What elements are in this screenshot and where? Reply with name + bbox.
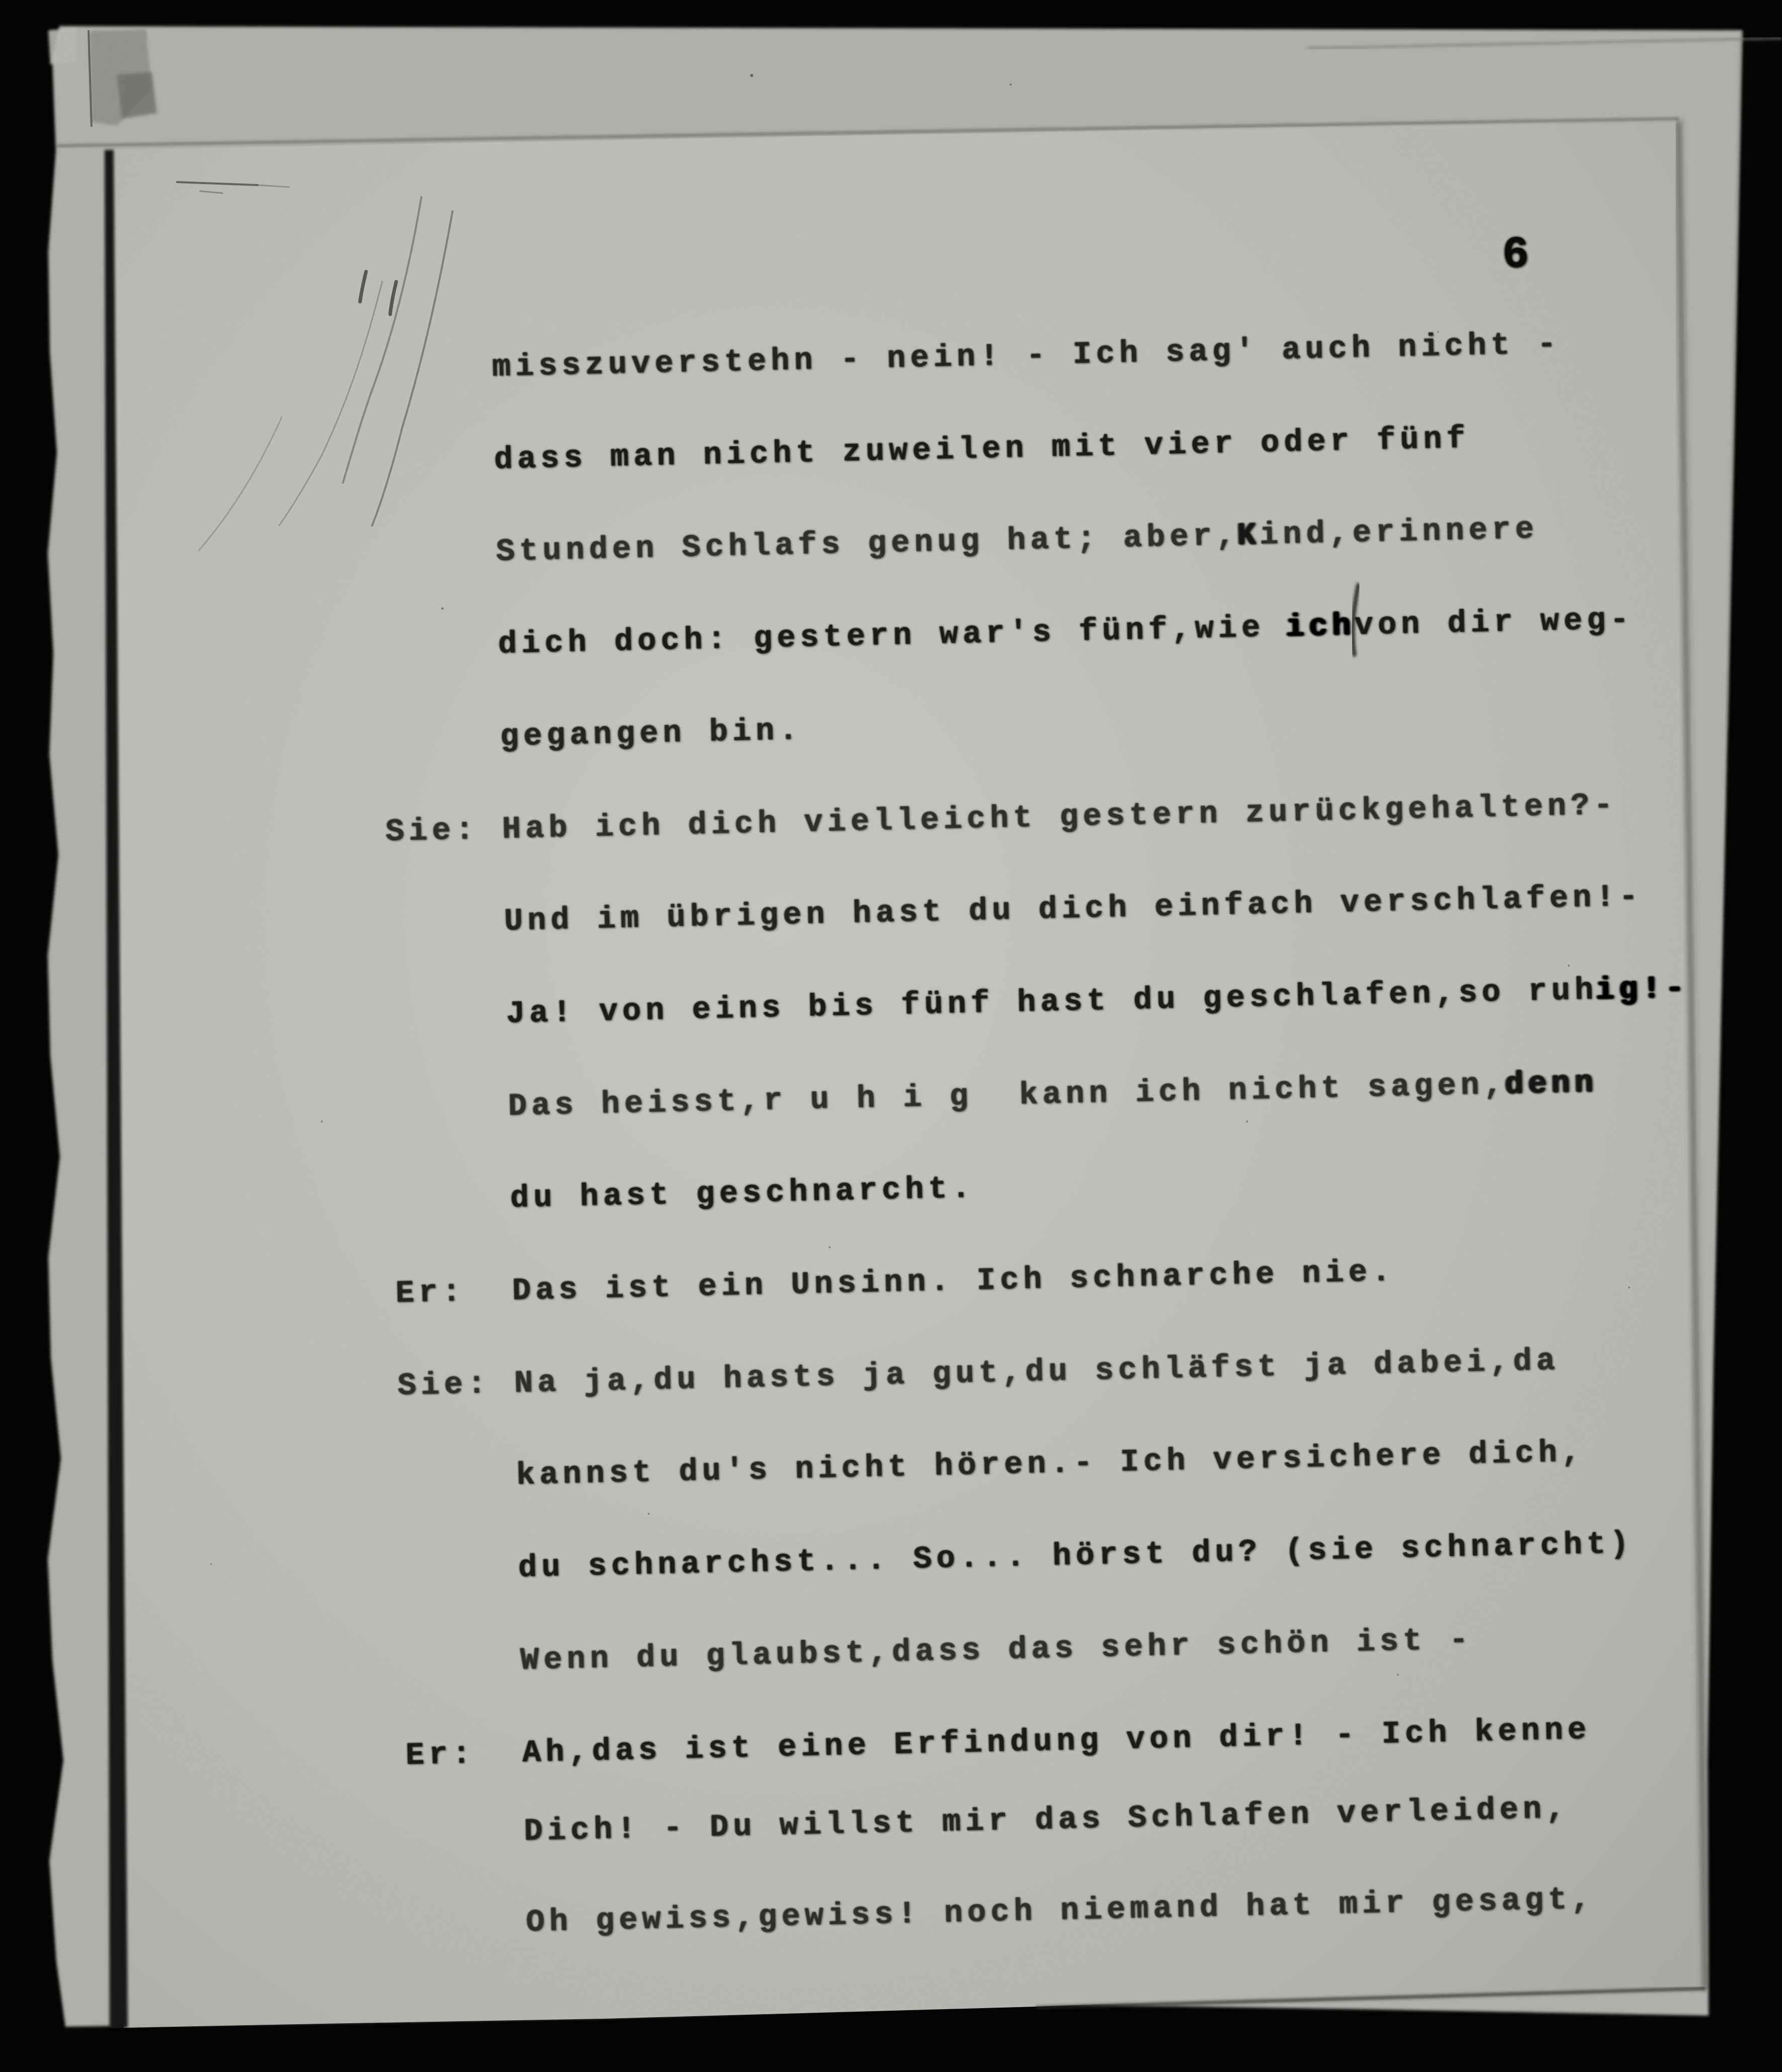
dialogue-line [508, 1065, 1597, 1124]
dialogue-line [492, 327, 1561, 385]
dialogue-line [525, 1882, 1595, 1940]
typed-text: misszuverstehn - nein! - Ich sag' auch nicht - [491, 326, 1561, 385]
overtyped-text: ig!- [1595, 970, 1689, 1008]
typed-text: Oh gewiss,gewiss! noch niemand hat mir gesagt, [525, 1881, 1595, 1941]
typed-text: dass man nicht zuweilen mit vier oder fünf [493, 420, 1470, 478]
overtyped-text: K [1237, 517, 1261, 554]
page-number: 6 [1502, 230, 1529, 280]
dialogue-line [504, 880, 1643, 939]
typed-text: dich doch: gestern war's fünf,wie [497, 609, 1289, 662]
typed-text: von dir weg- [1354, 601, 1634, 644]
typed-text: ind,erinnere [1259, 511, 1539, 554]
typed-text: Und im übrigen hast du dich einfach verschlafen!- [503, 879, 1643, 939]
dialogue-line [520, 1622, 1473, 1678]
typed-text: kannst du's nicht hören.- Ich versichere dich, [515, 1434, 1585, 1494]
typed-text: du schnarchst... So... hörst du? (sie schnarcht) [517, 1526, 1634, 1586]
speaker-label: Er: [395, 1274, 466, 1312]
typed-text: Das ist ein Unsinn. Ich schnarche nie. [511, 1254, 1395, 1309]
speaker-label: Sie: [397, 1366, 491, 1404]
typed-text: Wenn du glaubst,dass das sehr schön ist - [519, 1621, 1473, 1679]
dialogue-line [510, 1171, 975, 1217]
dialogue-line [494, 421, 1470, 477]
typed-text: gegangen bin. [499, 712, 803, 755]
dialogue-line [506, 971, 1688, 1031]
speaker-label: Er: [405, 1736, 476, 1773]
overtyped-text: denn [1504, 1064, 1598, 1102]
typed-text: Ja! von eins bis fünf hast du geschlafen,so ruh [505, 972, 1598, 1032]
dialogue-line [496, 512, 1539, 570]
overtyped-text: ich [1285, 608, 1356, 645]
dialogue-line-with-speaker [397, 1342, 1560, 1404]
typed-text: Na ja,du hasts ja gut,du schläfst ja dabei,da [513, 1342, 1560, 1402]
dialogue-line [523, 1791, 1569, 1849]
typed-text: Ah,das ist eine Erfindung von dir! - Ich kenne [522, 1711, 1591, 1771]
typed-text: du hast geschnarcht. [509, 1170, 975, 1217]
speaker-label: Sie: [385, 812, 479, 850]
dialogue-line [518, 1526, 1634, 1586]
dialogue-line-with-speaker [385, 787, 1618, 850]
typed-text: Dich! - Du willst mir das Schlafen verleiden, [523, 1790, 1570, 1850]
dialogue-line [500, 713, 803, 755]
typed-text: Das heisst,r u h i g kann ich nicht sagen, [507, 1066, 1507, 1125]
dialogue-line [498, 602, 1634, 662]
typed-text: Hab ich dich vielleicht gestern zurückgehalten?- [501, 787, 1618, 847]
typed-text: Stunden Schlafs genug hat; aber, [495, 518, 1240, 570]
dialogue-line-with-speaker [405, 1711, 1591, 1773]
dialogue-line [516, 1435, 1585, 1493]
dialogue-line-with-speaker [395, 1254, 1395, 1312]
